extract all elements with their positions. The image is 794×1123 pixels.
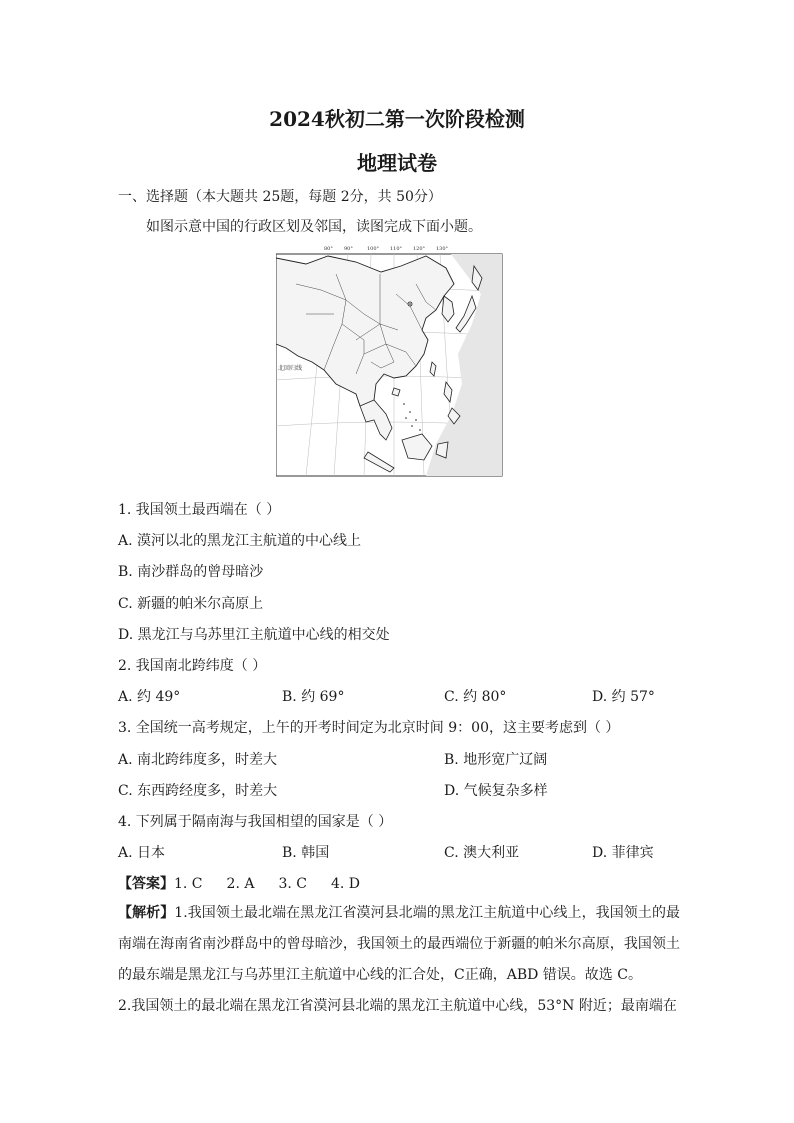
china-admin-map — [276, 244, 504, 477]
q2-option-c: C. 约 80° — [444, 689, 507, 705]
answer-item: 3. C — [278, 876, 307, 892]
section-heading: 一、选择题（本大题共 25题，每题 2分，共 50分） — [118, 189, 442, 205]
answer-label: 【答案】 — [118, 876, 174, 892]
lon-label: 90° — [344, 246, 353, 252]
q2-option-b: B. 约 69° — [282, 689, 345, 705]
lon-label: 100° — [367, 246, 380, 252]
lon-label: 130° — [436, 246, 449, 252]
q4-option-a: A. 日本 — [118, 845, 166, 861]
question-4-stem: 4. 下列属于隔南海与我国相望的国家是（ ） — [118, 814, 393, 830]
analysis-text-2: 2.我国领土的最北端在黑龙江省漠河县北端的黑龙江主航道中心线，53°N 附近；最南端在 — [118, 998, 677, 1014]
lon-label: 120° — [413, 246, 426, 252]
analysis-label: 【解析】 — [118, 905, 175, 921]
q4-option-c: C. 澳大利亚 — [444, 845, 520, 861]
answer-item: 4. D — [330, 876, 361, 892]
q1-option-b: B. 南沙群岛的曾母暗沙 — [118, 564, 264, 580]
q1-option-d: D. 黑龙江与乌苏里江主航道中心线的相交处 — [118, 627, 390, 643]
question-2-stem: 2. 我国南北跨纬度（ ） — [118, 658, 267, 674]
q1-option-c: C. 新疆的帕米尔高原上 — [118, 596, 264, 612]
page-title: 2024秋初二第一次阶段检测 — [269, 107, 525, 131]
map-graphic — [276, 244, 504, 477]
q2-option-d: D. 约 57° — [592, 689, 655, 705]
tropic-label: 北回归线 — [278, 365, 303, 372]
answer-line — [118, 873, 360, 893]
q2-option-a: A. 约 49° — [118, 689, 181, 705]
question-3-stem: 3. 全国统一高考规定，上午的开考时间定为北京时间 9：00，这主要考虑到（ ） — [118, 720, 620, 736]
q3-option-b: B. 地形宽广辽阔 — [444, 752, 548, 768]
lon-label: 80° — [324, 246, 333, 252]
q3-option-c: C. 东西跨经度多，时差大 — [118, 783, 278, 799]
q4-option-d: D. 菲律宾 — [592, 845, 654, 861]
section-intro: 如图示意中国的行政区划及邻国，读图完成下面小题。 — [146, 219, 482, 235]
question-1-stem: 1. 我国领土最西端在（ ） — [118, 502, 281, 518]
q3-option-d: D. 气候复杂多样 — [444, 783, 548, 799]
q3-option-a: A. 南北跨纬度多，时差大 — [118, 752, 278, 768]
q1-option-a: A. 漠河以北的黑龙江主航道的中心线上 — [118, 533, 362, 549]
answer-item: 2. A — [226, 876, 255, 892]
answer-item: 1. C — [174, 876, 203, 892]
q4-option-b: B. 韩国 — [282, 845, 330, 861]
analysis-paragraph-1 — [118, 898, 680, 991]
lon-label: 110° — [390, 246, 403, 252]
page-subtitle: 地理试卷 — [357, 151, 437, 175]
analysis-text-1: 1.我国领土最北端在黑龙江省漠河县北端的黑龙江主航道中心线上，我国领土的最南端在海南省南沙群岛中的曾母暗沙，我国领土的最西端位于新疆的帕米尔高原，我国领土的最东端是黑龙江与乌苏里江主航道中心线的汇合处，C正确，ABD 错误。故选 C。 — [118, 905, 681, 983]
analysis-paragraph-2 — [118, 991, 680, 1022]
